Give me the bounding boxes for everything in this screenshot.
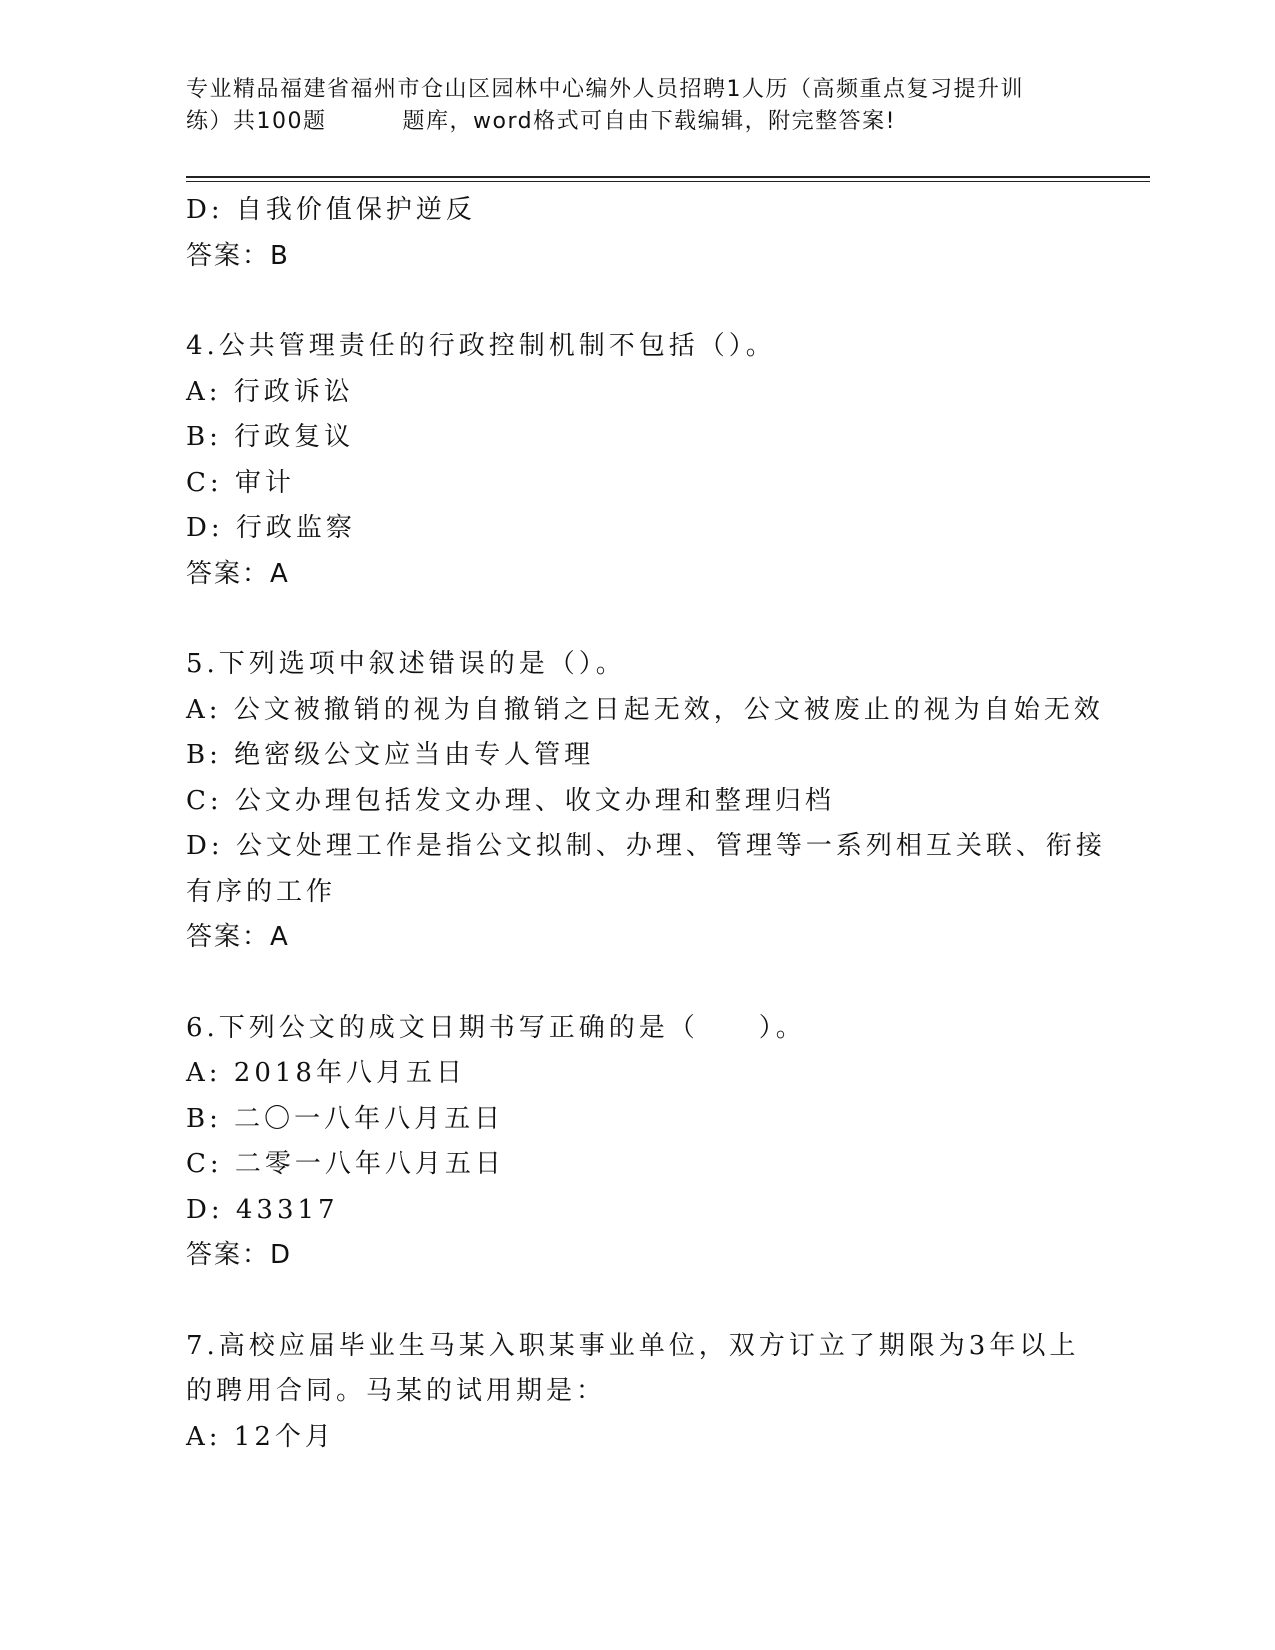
question-text: 6.下列公文的成文日期书写正确的是（ ）。 (186, 1012, 806, 1043)
option-c: C: 审计 (186, 467, 295, 498)
answer-line: 答案：D (186, 1240, 293, 1270)
option-b: B: 行政复议 (186, 422, 355, 452)
question-block-5 (186, 642, 1106, 961)
option-c: C: 二零一八年八月五日 (186, 1149, 505, 1179)
answer-line: 答案：A (186, 922, 290, 952)
question-text-line-2: 的聘用合同。马某的试用期是： (186, 1376, 607, 1406)
option-d-line-2: 有序的工作 (186, 876, 337, 907)
option-c: C: 公文办理包括发文办理、收文办理和整理归档 (186, 785, 835, 816)
header-title-line-1: 专业精品福建省福州市仓山区园林中心编外人员招聘1人历（高频重点复习提升训 (186, 77, 1024, 102)
answer-line: 答案：B (186, 240, 290, 271)
option-b: B: 绝密级公文应当由专人管理 (186, 740, 595, 770)
option-a: A: 12个月 (186, 1421, 335, 1452)
question-block-6 (186, 1006, 1086, 1279)
header-divider-thick (186, 176, 1150, 178)
question-text: 5.下列选项中叙述错误的是（）。 (186, 649, 626, 679)
header-title-line-2 (186, 106, 1086, 138)
question-text-line-1: 7.高校应届毕业生马某入职某事业单位，双方订立了期限为3年以上 (186, 1330, 1080, 1361)
question-block-4 (186, 324, 1086, 597)
option-b: B: 二〇一八年八月五日 (186, 1103, 505, 1134)
answer-line: 答案：A (186, 558, 290, 589)
question-block-7 (186, 1324, 1086, 1461)
header-title-part-2: 题库，word格式可自由下载编辑，附完整答案! (402, 109, 896, 134)
document-header (186, 74, 1086, 138)
option-a: A: 公文被撤销的视为自撤销之日起无效，公文被废止的视为自始无效 (186, 694, 1104, 725)
option-d-line-1: D: 公文处理工作是指公文拟制、办理、管理等一系列相互关联、衔接 (186, 831, 1106, 861)
option-d: D: 行政监察 (186, 513, 356, 543)
header-divider-thin (186, 181, 1150, 182)
option-a: A: 2018年八月五日 (186, 1058, 466, 1088)
header-title-part-1: 练）共100题 (186, 109, 327, 134)
question-block-prev (186, 188, 1086, 279)
option-a: A: 行政诉讼 (186, 376, 354, 407)
option-d: D: 自我价值保护逆反 (186, 195, 476, 225)
question-text: 4.公共管理责任的行政控制机制不包括（）。 (186, 331, 776, 361)
question-list (186, 188, 1106, 1460)
option-d: D: 43317 (186, 1194, 339, 1225)
